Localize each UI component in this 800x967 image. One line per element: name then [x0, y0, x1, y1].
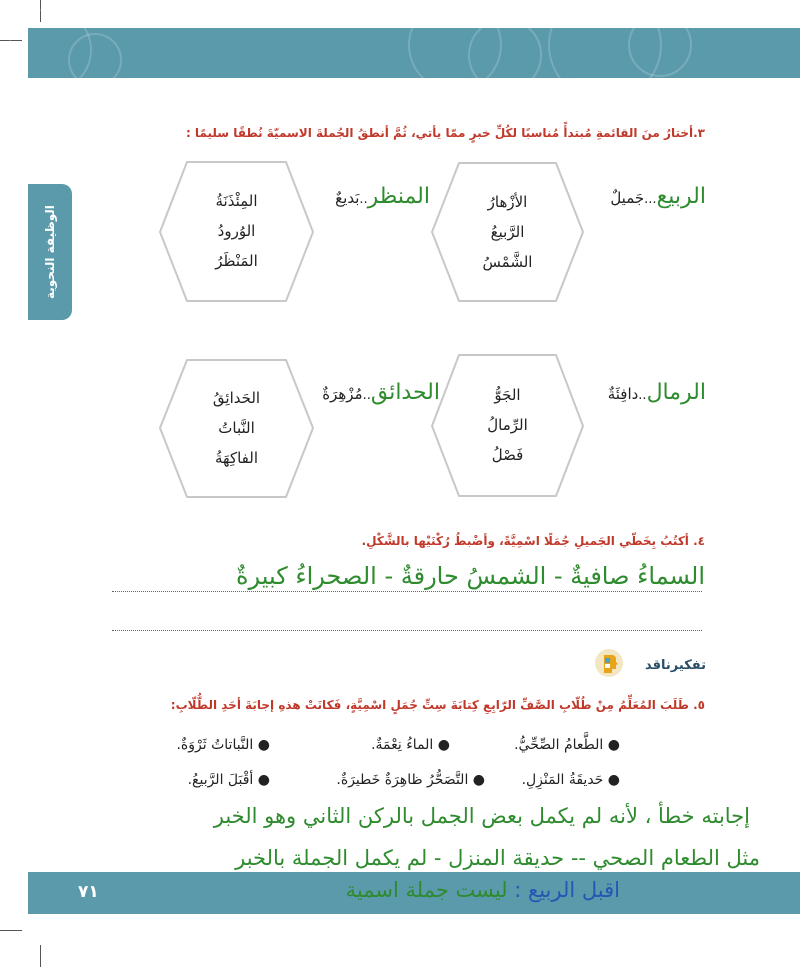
- dotted-blank: ...: [644, 192, 657, 207]
- predicate-text: بَديعٌ: [335, 189, 360, 207]
- predicate-text: مُزْهِرَةٌ: [322, 385, 363, 403]
- hex-list-r1-left: [168, 167, 305, 295]
- puzzle-head-icon: [594, 648, 624, 678]
- hex-item: فَصْلُ: [491, 446, 524, 464]
- page-number: ٧١: [78, 882, 99, 902]
- hex-item: المَنْظَرُ: [215, 252, 258, 270]
- q4-instruction: ٤. أكتُبُ بِخَطّي الجَميلِ جُمَلًا اسْمِيَّةً، وأضْبطُ رُكْنَيْها بالشَّكْلِ.: [361, 534, 705, 548]
- bullet-text: الطَّعامُ الصِّحِّيُّ.: [514, 737, 604, 753]
- hex-list-r2-right: [440, 360, 575, 490]
- hex-item: الأزْهارُ: [487, 193, 528, 211]
- bullet-text: الماءُ نِعْمَةٌ.: [371, 737, 434, 753]
- q5-answer-line-3: [260, 878, 620, 902]
- q4-handwritten-answer: السماءُ صافيةٌ - الشمسُ حارقةٌ - الصحراءُ كبيرةٌ: [235, 562, 705, 590]
- predicate-text: دافِئَةٌ: [607, 385, 639, 403]
- handwritten-answer: المنظر: [367, 184, 430, 209]
- q5-answer-line-2: مثل الطعام الصحي -- حديقة المنزل - لم يكمل الجملة بالخبر: [235, 846, 760, 870]
- predicate-text: جَميلٌ: [610, 189, 645, 207]
- critical-thinking-label: تفكيرناقد: [645, 658, 706, 673]
- student-bullet: ● النَّباتاتُ ثَرْوَةٌ.: [176, 737, 270, 753]
- r2-left-answer-line: [300, 380, 440, 405]
- student-bullet: ● الماءُ نِعْمَةٌ.: [371, 737, 450, 753]
- hex-item: الرَّبيعُ: [490, 223, 525, 241]
- handwritten-answer: الربيع: [656, 184, 706, 209]
- hex-item: الشَّمْسُ: [482, 253, 533, 271]
- dotted-blank: ..: [638, 388, 647, 403]
- bullet-text: التَّصَحُّرُ ظاهِرَةٌ خَطيرَةٌ.: [336, 772, 469, 788]
- student-bullet: ● حَديقَةُ المَنْزِلِ.: [521, 772, 620, 788]
- hex-item: الحَدائِقُ: [212, 389, 261, 407]
- student-bullet: ● التَّصَحُّرُ ظاهِرَةٌ خَطيرَةٌ.: [336, 772, 485, 788]
- q5-answer-line-1: إجابته خطأ ، لأنه لم يكمل بعض الجمل بالركن الثاني وهو الخبر: [213, 804, 750, 828]
- answer-verdict: ليست جملة اسمية: [345, 878, 508, 902]
- student-bullet: ● الطَّعامُ الصِّحِّيُّ.: [514, 737, 620, 753]
- hex-list-r2-left: [168, 364, 305, 492]
- r1-left-answer-line: [318, 184, 430, 209]
- q3-instruction: ٣.أختارُ منَ القائمةِ مُبتدأً مُناسبًا لكُلِّ خبرٍ ممّا يأتي، ثُمَّ أنطقُ الجُملةَ الاسميّةَ نُطقًا سليمًا :: [185, 126, 705, 140]
- writing-line: [112, 591, 702, 592]
- hex-item: النَّباتُ: [218, 419, 255, 437]
- side-tab-label: الوظيفة النحوية: [43, 205, 57, 299]
- dotted-blank: ..: [359, 192, 368, 207]
- answer-sentence: اقبل الربيع :: [514, 878, 620, 902]
- hex-item: المِئْذَنَةُ: [215, 192, 258, 210]
- student-bullet: ● أقْبَلَ الرَّبيعُ.: [187, 772, 270, 788]
- dotted-blank: ..: [362, 388, 371, 403]
- writing-line: [112, 630, 702, 631]
- hex-item: الوُرودُ: [217, 222, 256, 240]
- hex-item: الرِّمالُ: [487, 416, 528, 434]
- hex-list-r1-right: [440, 168, 575, 296]
- hex-item: الفاكِهَةُ: [215, 449, 258, 467]
- handwritten-answer: الرمال: [646, 380, 706, 405]
- bullet-text: حَديقَةُ المَنْزِلِ.: [521, 772, 604, 788]
- q5-instruction: ٥. طَلَبَ المُعَلِّمُ مِنْ طُلّابِ الصَّفِّ الرّابِعِ كِتابَةَ سِتِّ جُمَلٍ اسْمِيَّةٍ، فَكانَتْ هذهِ إجابَةَ أحَدِ الطُّلّابِ:: [170, 698, 705, 712]
- bullet-text: أقْبَلَ الرَّبيعُ.: [187, 772, 254, 788]
- bullet-text: النَّباتاتُ ثَرْوَةٌ.: [176, 737, 254, 753]
- r1-right-answer-line: [586, 184, 706, 209]
- handwritten-answer: الحدائق: [370, 380, 440, 405]
- r2-right-answer-line: [586, 380, 706, 405]
- hex-item: الجَوُّ: [494, 386, 521, 404]
